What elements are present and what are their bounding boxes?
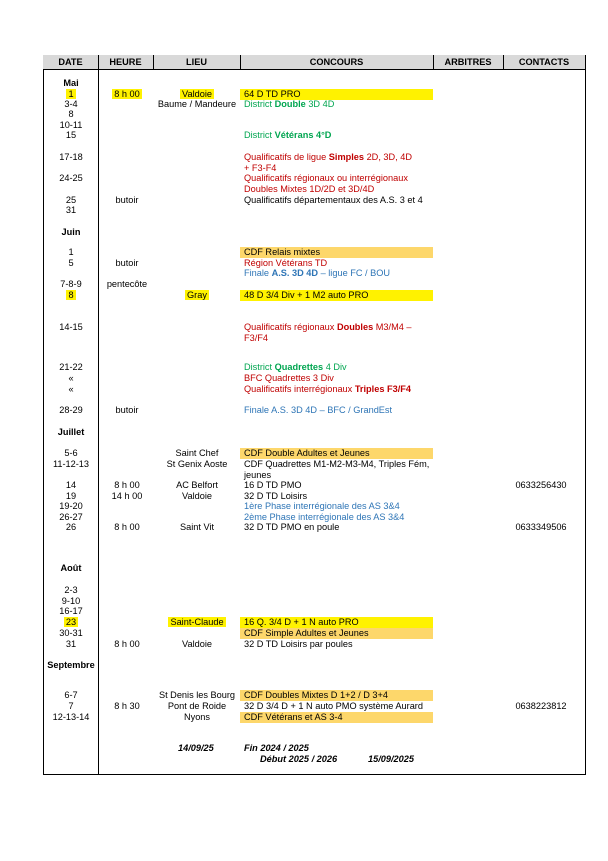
heure-cell: 8 h 00 xyxy=(114,522,140,532)
header-concours: CONCOURS xyxy=(309,57,364,67)
date-cell: 30-31 xyxy=(59,628,83,638)
header-date: DATE xyxy=(58,57,83,67)
date-cell: 31 xyxy=(65,205,77,215)
date-cell: 6-7 xyxy=(64,690,78,700)
concours-cell: Finale A.S. 3D 4D – ligue FC / BOU xyxy=(244,268,391,278)
date-cell: 14-15 xyxy=(59,322,83,332)
concours-cell: Qualificatifs régionaux Doubles M3/M4 – F3/F4 xyxy=(244,322,412,343)
lieu-cell: Valdoie xyxy=(182,639,212,649)
lieu-cell: Saint-Claude xyxy=(170,617,224,627)
concours-cell: CDF Simple Adultes et Jeunes xyxy=(244,628,369,638)
lieu-cell: Pont de Roide xyxy=(167,701,227,711)
footer-debut: Début 2025 / 2026 xyxy=(260,754,338,764)
header-lieu: LIEU xyxy=(186,57,207,67)
heure-cell: butoir xyxy=(115,405,139,415)
date-cell: 10-11 xyxy=(59,120,83,130)
date-cell: 25 xyxy=(65,195,77,205)
date-cell: 28-29 xyxy=(59,405,83,415)
concours-cell: District Quadrettes 4 Div xyxy=(244,362,347,372)
month-label: Mai xyxy=(63,78,79,88)
date-cell: 14 xyxy=(65,480,77,490)
heure-cell: 8 h 00 xyxy=(114,480,140,490)
footer-fin: Fin 2024 / 2025 xyxy=(244,743,309,753)
date-cell: 16-17 xyxy=(59,606,83,616)
concours-cell: CDF Doubles Mixtes D 1+2 / D 3+4 xyxy=(244,690,388,700)
date-cell: « xyxy=(68,384,74,394)
date-cell: 11-12-13 xyxy=(52,459,90,469)
date-cell: 1 xyxy=(68,247,74,257)
date-cell: 26-27 xyxy=(59,512,83,522)
date-cell: 5 xyxy=(68,258,74,268)
footer-date: 14/09/25 xyxy=(178,743,214,753)
month-label: Septembre xyxy=(47,660,95,670)
concours-cell: 32 D TD Loisirs xyxy=(244,491,308,501)
lieu-cell: AC Belfort xyxy=(176,480,218,490)
concours-cell: Finale A.S. 3D 4D – BFC / GrandEst xyxy=(244,405,393,415)
lieu-cell: Nyons xyxy=(183,712,211,722)
concours-cell: Qualificatifs interrégionaux Triples F3/F4 xyxy=(244,384,411,394)
concours-cell: Région Vétérans TD xyxy=(244,258,328,268)
date-cell: 15 xyxy=(65,130,77,140)
date-cell: 7 xyxy=(68,701,74,711)
concours-cell: 32 D 3/4 D + 1 N auto PMO système Aurard xyxy=(244,701,423,711)
concours-cell: 48 D 3/4 Div + 1 M2 auto PRO xyxy=(244,290,369,300)
date-cell: 3-4 xyxy=(64,99,78,109)
date-cell: 2-3 xyxy=(64,585,78,595)
concours-cell: BFC Quadrettes 3 Div xyxy=(244,373,334,383)
date-cell: 21-22 xyxy=(59,362,83,372)
concours-cell: 16 D TD PMO xyxy=(244,480,302,490)
date-cell: 5-6 xyxy=(64,448,78,458)
date-cell: 19 xyxy=(65,491,77,501)
concours-cell: 16 Q. 3/4 D + 1 N auto PRO xyxy=(244,617,359,627)
month-label: Juin xyxy=(61,227,81,237)
concours-cell: District Vétérans 4°D xyxy=(244,130,332,140)
date-cell: 17-18 xyxy=(59,152,83,162)
date-cell: 19-20 xyxy=(59,501,83,511)
header-contacts: CONTACTS xyxy=(518,57,570,67)
date-cell: 26 xyxy=(65,522,77,532)
concours-cell: 2ème Phase interrégionale des AS 3&4 xyxy=(244,512,405,522)
date-cell: 8 xyxy=(68,290,74,300)
footer-debut-date: 15/09/2025 xyxy=(368,754,414,764)
heure-cell: pentecôte xyxy=(106,279,148,289)
date-cell: 9-10 xyxy=(61,596,81,606)
date-cell: 23 xyxy=(65,617,77,627)
heure-cell: 8 h 00 xyxy=(114,89,140,99)
lieu-cell: Saint Vit xyxy=(179,522,215,532)
heure-cell: 8 h 00 xyxy=(114,639,140,649)
lieu-cell: St Genix Aoste xyxy=(166,459,228,469)
date-cell: 7-8-9 xyxy=(60,279,82,289)
date-cell: « xyxy=(68,373,74,383)
column-divider-dashed xyxy=(98,69,99,774)
header-arbitres: ARBITRES xyxy=(444,57,492,67)
date-cell: 1 xyxy=(68,89,74,99)
lieu-cell: Valdoie xyxy=(182,491,212,501)
concours-cell: CDF Relais mixtes xyxy=(244,247,321,257)
concours-cell: Qualificatifs régionaux ou interrégionaux Doubles Mixtes 1D/2D et 3D/4D xyxy=(244,173,408,194)
concours-cell: CDF Vétérans et AS 3-4 xyxy=(244,712,343,722)
heure-cell: butoir xyxy=(115,258,139,268)
date-cell: 31 xyxy=(65,639,77,649)
lieu-cell: Saint Chef xyxy=(175,448,219,458)
concours-cell: CDF Double Adultes et Jeunes xyxy=(244,448,370,458)
heure-cell: butoir xyxy=(115,195,139,205)
contact-cell: 0633256430 xyxy=(515,480,567,490)
date-cell: 8 xyxy=(68,109,74,119)
lieu-cell: Baume / Mandeure xyxy=(157,99,237,109)
concours-cell: Qualificatifs départementaux des A.S. 3 et 4 xyxy=(244,195,423,205)
concours-cell: 32 D TD Loisirs par poules xyxy=(244,639,353,649)
heure-cell: 14 h 00 xyxy=(111,491,143,501)
concours-cell: 1ère Phase interrégionale des AS 3&4 xyxy=(244,501,400,511)
concours-cell: District Double 3D 4D xyxy=(244,99,335,109)
date-cell: 12-13-14 xyxy=(52,712,90,722)
lieu-cell: Gray xyxy=(187,290,207,300)
month-label: Juillet xyxy=(57,427,85,437)
concours-cell: Qualificatifs de ligue Simples 2D, 3D, 4D + F3-F4 xyxy=(244,152,413,173)
lieu-cell: St Denis les Bourg xyxy=(158,690,236,700)
concours-cell: 64 D TD PRO xyxy=(244,89,301,99)
header-heure: HEURE xyxy=(109,57,142,67)
contact-cell: 0638223812 xyxy=(515,701,567,711)
concours-cell: CDF Quadrettes M1-M2-M3-M4, Triples Fém, jeunes xyxy=(244,459,430,480)
date-cell: 24-25 xyxy=(59,173,83,183)
concours-cell: 32 D TD PMO en poule xyxy=(244,522,340,532)
header-divider xyxy=(43,69,585,70)
lieu-cell: Valdoie xyxy=(182,89,212,99)
heure-cell: 8 h 30 xyxy=(114,701,140,711)
month-label: Août xyxy=(60,563,82,573)
contact-cell: 0633349506 xyxy=(515,522,567,532)
